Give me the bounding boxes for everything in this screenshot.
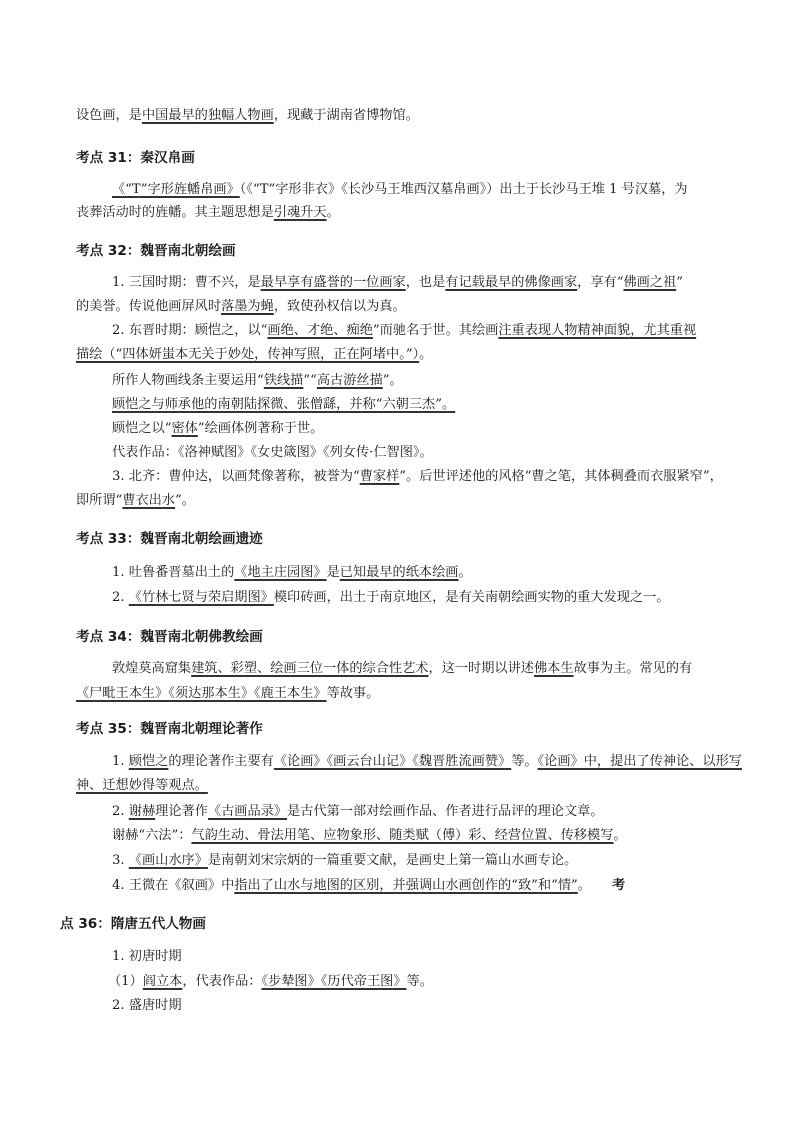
text-span: ”。后世评述他的风格“曹之笔，其体稠叠而衣服紧窄”， [399,469,723,484]
underlined-span: 引魂升天 [273,205,327,220]
text-span: 是古代第一部对绘画作品、作者进行品评的理论文章。 [287,804,604,819]
underlined-span: 落墨为蝇 [221,299,274,314]
text-span: （1） [108,974,143,989]
text-span: ，这一时期以讲述 [428,661,534,676]
s32-line-8 [112,443,433,463]
s35-line-1 [112,752,742,772]
underlined-span: 画绝、才绝、痴绝 [267,323,373,338]
underlined-span: 佛画之祖 [623,275,677,290]
text-span: ”而驰名于世。其绘画 [372,323,499,338]
underlined-span: 铁线描 [263,373,304,388]
text-span: 2. 东晋时期：顾恺之，以“ [112,323,268,338]
underlined-span: 气韵生动、骨法用笔、应物象形、随类赋（傅）彩、经营位置、传移模写 [191,828,614,843]
underlined-span: 中国最早的独幅人物画 [141,108,274,123]
text-span: 等。 [406,974,433,989]
text-span: 模印砖画，出土于南京地区，是有关南朝绘画实物的重大发现之一。 [273,590,670,605]
s33-line-2 [112,588,669,608]
text-span: 1. 初唐时期 [112,949,182,964]
s35-line-5 [112,851,577,871]
underlined-span: 《竹林七贤与荣启期图》 [128,590,274,605]
s31-line-2 [76,203,340,223]
text-span: ”“ [303,373,317,388]
text-span: 。 [419,347,433,362]
s32-line-6 [112,395,455,415]
text-span: ” [676,275,683,290]
underlined-span: 顾恺之与师承他的南朝陆探微、张僧繇，并称“六朝三杰”。 [112,397,456,412]
text-span: ，致使孙权信以为真。 [273,299,406,314]
underlined-span: 密体 [171,421,198,436]
text-span: 是 [326,565,340,580]
section-heading-33: 考点 33：魏晋南北朝绘画遗迹 [76,531,263,547]
underlined-span: 曹家样 [359,469,400,484]
text-span: 敦煌莫高窟集 [112,661,192,676]
text-span: 代表作品：《洛神赋图》《女史箴图》《列女传·仁智图》。 [112,445,433,460]
s35-line-6 [112,876,591,896]
s32-line-7 [112,419,323,439]
underlined-span: 《古画品录》 [207,804,288,819]
underlined-span: 有记载最早的佛像画家 [445,275,578,290]
section-heading-35: 考点 35：魏晋南北朝理论著作 [76,721,263,737]
text-span: 3. [112,853,129,868]
s33-line-1 [112,563,472,583]
s34-line-2 [76,684,379,704]
text-span: ”。 [382,373,403,388]
text-span: 是南朝刘宋宗炳的一篇重要文献，是画史上第一篇山水画专论。 [207,853,578,868]
underlined-span: 描绘（“四体妍蚩本无关于妙处，传神写照，正在阿堵中。”） [76,347,420,362]
text-span: 。 [577,878,591,893]
text-span: 3. 北齐：曹仲达，以画梵像著称，被誉为“ [112,469,360,484]
text-span: 设色画，是 [76,108,142,123]
underlined-span: 谢赫 [128,804,156,819]
text-span: 2. [112,804,129,819]
text-span: ，代表作品： [182,974,262,989]
text-span: 1. [112,754,129,769]
text-span: 所作人物画线条主要运用“ [112,373,264,388]
underlined-span: 《“T”字形旌幡帛画》 [112,182,240,197]
text-span: 谢赫“六法”： [112,828,192,843]
underlined-span: 注重表现人物精神面貌，尤其重视 [498,323,697,338]
underlined-span: 最早享有盛誉的一位画家 [260,275,406,290]
underlined-span: 指出了山水与地图的区别，并强调山水画创作的“致”和“情” [234,878,578,893]
text-span: ”绘画体例著称于世。 [197,421,324,436]
text-span: 的理论著作主要有 [168,754,274,769]
underlined-span: 建筑、彩塑、绘画三位一体的综合性艺术 [191,661,429,676]
underlined-span: 《尸毗王本生》《须达那本生》《鹿王本生》 [76,686,327,701]
trailing-char: 考 [612,878,626,893]
text-span: 故事为主。常见的有 [573,661,693,676]
underlined-span: 《步辇图》《历代帝王图》 [261,974,407,989]
s34-line-1 [112,659,692,679]
s32-line-1 [112,273,683,293]
text-span: 的美誉。传说他画屏风时 [76,299,222,314]
s32-line-9 [112,467,723,487]
underlined-span: 《论画》中，提出了传神论、以形写 [537,754,742,769]
text-span: 1. 三国时期：曹不兴，是 [112,275,261,290]
text-span: 2. [112,590,129,605]
text-span: 丧葬活动时的旌幡。其主题思想是 [76,205,274,220]
s31-line-1 [112,180,688,200]
text-span: 等。 [511,754,538,769]
s36-line-3 [112,996,182,1016]
text-span: 。 [326,205,340,220]
underlined-span: 已知最早的纸本绘画 [339,565,459,580]
s36-line-2 [108,972,433,992]
text-span: 4. 王微在《叙画》中 [112,878,235,893]
text-span: 2. 盛唐时期 [112,998,182,1013]
text-span: 理论著作 [155,804,208,819]
text-span: 顾恺之以“ [112,421,172,436]
text-span: ，现藏于湖南省博物馆。 [273,108,419,123]
s35-line-4 [112,826,627,846]
text-span: 。 [458,565,472,580]
s32-line-5 [112,371,403,391]
underlined-span: 曹衣出水 [122,493,176,508]
underlined-span: 神、迁想妙得等观点。 [76,778,208,793]
s36-line-1 [112,947,182,967]
s35-line-3 [112,802,604,822]
underlined-span: 顾恺之 [128,754,169,769]
text-span: ”。 [175,493,195,508]
s32-line-10 [76,491,195,511]
section-heading-36: 点 36：隋唐五代人物画 [60,916,206,932]
text-span: （《“T”字形非衣》《长沙马王堆西汉墓帛画》）出土于长沙马王堆 1 号汉墓，为 [239,182,688,197]
text-span: 1. 吐鲁番晋墓出土的 [112,565,235,580]
s35-line-2 [76,776,208,796]
underlined-span: 《论画》《画云台山记》《魏晋胜流画赞》 [273,754,512,769]
text-span: ，享有“ [577,275,624,290]
text-span: 。 [613,828,627,843]
underlined-span: 高古游丝描 [316,373,383,388]
text-span: ，也是 [405,275,446,290]
section-heading-32: 考点 32：魏晋南北朝绘画 [76,243,236,259]
s32-line-3 [112,321,696,341]
underlined-span: 《画山水序》 [128,853,208,868]
underlined-span: 阎立本 [142,974,183,989]
intro-line [76,106,419,126]
section-heading-31: 考点 31：秦汉帛画 [76,150,195,166]
underlined-span: 佛本生 [534,661,574,676]
text-span: 等故事。 [326,686,380,701]
text-span: 即所谓“ [76,493,123,508]
section-heading-34: 考点 34：魏晋南北朝佛教绘画 [76,629,263,645]
underlined-span: 《地主庄园图》 [234,565,327,580]
s32-line-2 [76,297,406,317]
s32-line-4 [76,345,432,365]
